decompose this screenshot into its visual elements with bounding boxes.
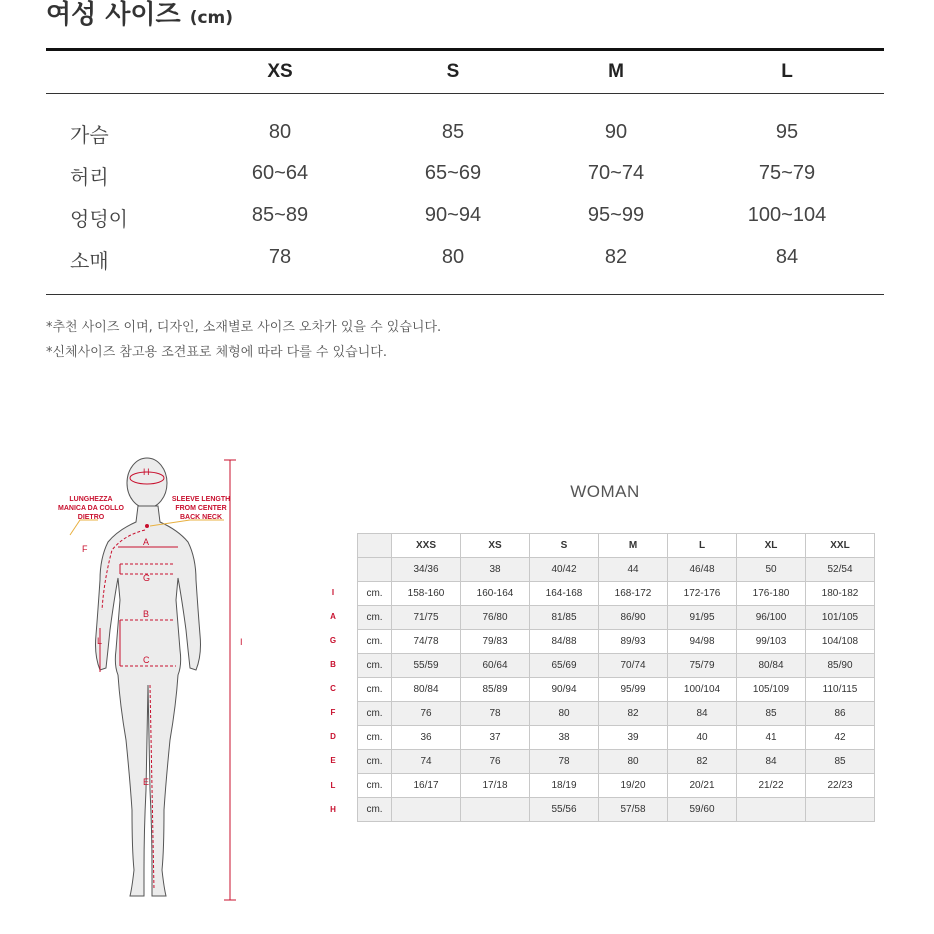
table-unit-cell: cm. (358, 582, 392, 606)
note-body-size: *신체사이즈 참고용 조견표로 체형에 따라 다를 수 있습니다. (46, 345, 387, 360)
size-header-l: L (781, 61, 793, 82)
marker-e: E (143, 777, 150, 787)
table-header-cell: XS (461, 534, 530, 558)
table-row (358, 774, 875, 798)
table-corner (358, 534, 392, 558)
table-cell: 21/22 (737, 774, 806, 798)
marker-a: A (143, 537, 150, 547)
table-cell: 16/17 (392, 774, 461, 798)
table-cell: 19/20 (599, 774, 668, 798)
table-size-row (358, 558, 875, 582)
table-cell: 71/75 (392, 606, 461, 630)
table-cell: 55/56 (530, 798, 599, 822)
table-cell: 57/58 (599, 798, 668, 822)
table-header-cell: XXS (392, 534, 461, 558)
table-row (358, 678, 875, 702)
size-header-m: M (608, 61, 624, 82)
table-cell: 52/54 (806, 558, 875, 582)
table-unit-cell: cm. (358, 774, 392, 798)
table-cell: 80 (599, 750, 668, 774)
table-cell: 172-176 (668, 582, 737, 606)
table-cell: 65/69 (530, 654, 599, 678)
table-cell: 84/88 (530, 630, 599, 654)
table-cell: 90~94 (424, 204, 482, 226)
table-row (358, 702, 875, 726)
marker-h: H (143, 467, 150, 477)
table-cell: 65~69 (424, 162, 482, 184)
table-cell: 37 (461, 726, 530, 750)
top-rule (46, 48, 884, 51)
table-cell: 70~74 (587, 162, 645, 184)
row-letter-a: A (330, 612, 336, 621)
table-cell: 81/85 (530, 606, 599, 630)
table-cell: 44 (599, 558, 668, 582)
row-letter-c: C (330, 684, 336, 693)
marker-l: L (97, 636, 103, 646)
marker-g: G (143, 573, 151, 583)
table-cell: 100/104 (668, 678, 737, 702)
row-label-sleeve: 소매 (70, 249, 109, 273)
table-cell: 104/108 (806, 630, 875, 654)
table-cell: 91/95 (668, 606, 737, 630)
table-cell: 86 (806, 702, 875, 726)
table-cell: 20/21 (668, 774, 737, 798)
table-cell: 75~79 (758, 162, 816, 184)
row-label-hip: 엉덩이 (70, 207, 128, 231)
table-unit-cell: cm. (358, 798, 392, 822)
table-cell: 39 (599, 726, 668, 750)
table-cell: 84 (775, 246, 799, 268)
page-title (46, 0, 233, 31)
table-cell: 80 (530, 702, 599, 726)
table-cell: 85/90 (806, 654, 875, 678)
table-header-cell: L (668, 534, 737, 558)
table-cell: 76/80 (461, 606, 530, 630)
table-cell: 90 (604, 121, 628, 143)
table-cell: 38 (530, 726, 599, 750)
title-unit: (cm) (189, 8, 234, 28)
row-letter-f: F (330, 708, 336, 717)
table-cell (806, 798, 875, 822)
table-cell (737, 798, 806, 822)
table-cell (392, 798, 461, 822)
row-letter-h: H (330, 805, 336, 814)
table-cell: 76 (461, 750, 530, 774)
table-row (358, 750, 875, 774)
table-cell: 176-180 (737, 582, 806, 606)
table-cell: 80/84 (737, 654, 806, 678)
title-main: 여성 사이즈 (46, 0, 181, 30)
table-cell: 89/93 (599, 630, 668, 654)
table-cell: 34/36 (392, 558, 461, 582)
table-cell: 85 (806, 750, 875, 774)
table-cell: 90/94 (530, 678, 599, 702)
table-cell: 99/103 (737, 630, 806, 654)
marker-f: F (82, 544, 88, 554)
table-cell: 59/60 (668, 798, 737, 822)
table-unit-cell: cm. (358, 750, 392, 774)
table-cell: 82 (604, 246, 628, 268)
table-cell: 55/59 (392, 654, 461, 678)
table-cell: 80 (441, 246, 465, 268)
table-cell: 46/48 (668, 558, 737, 582)
table-cell: 82 (599, 702, 668, 726)
table-cell: 80 (268, 121, 292, 143)
table-blank-cell (358, 558, 392, 582)
row-letter-e: E (330, 756, 336, 765)
table-cell: 78 (268, 246, 292, 268)
table-unit-cell: cm. (358, 654, 392, 678)
table-cell: 40 (668, 726, 737, 750)
table-cell: 85/89 (461, 678, 530, 702)
woman-table-title: WOMAN (570, 482, 640, 501)
label-lunghezza-manica: LUNGHEZZA MANICA DA COLLO DIETRO (58, 496, 124, 521)
row-letter-d: D (330, 732, 336, 741)
table-cell: 79/83 (461, 630, 530, 654)
table-cell: 86/90 (599, 606, 668, 630)
body-silhouette-svg (40, 450, 280, 910)
table-cell: 95 (775, 121, 799, 143)
body-measurement-figure (40, 450, 280, 910)
table-unit-cell: cm. (358, 606, 392, 630)
table-cell: 105/109 (737, 678, 806, 702)
table-cell: 22/23 (806, 774, 875, 798)
row-letter-l: L (330, 781, 336, 790)
table-cell: 110/115 (806, 678, 875, 702)
table-cell: 95~99 (587, 204, 645, 226)
table-header-row (358, 534, 875, 558)
table-cell: 85 (737, 702, 806, 726)
table-cell: 70/74 (599, 654, 668, 678)
row-letter-i: I (331, 588, 335, 597)
table-cell: 158-160 (392, 582, 461, 606)
table-cell: 95/99 (599, 678, 668, 702)
table-cell: 85~89 (251, 204, 309, 226)
table-header-cell: XL (737, 534, 806, 558)
table-unit-cell: cm. (358, 678, 392, 702)
table-cell: 76 (392, 702, 461, 726)
table-row (358, 654, 875, 678)
table-header-cell: S (530, 534, 599, 558)
size-header-xs: XS (267, 61, 293, 82)
table-row (358, 582, 875, 606)
row-letter-b: B (330, 660, 336, 669)
table-row (358, 606, 875, 630)
table-cell: 101/105 (806, 606, 875, 630)
header-rule (46, 93, 884, 94)
table-cell: 41 (737, 726, 806, 750)
table-unit-cell: cm. (358, 702, 392, 726)
table-cell: 75/79 (668, 654, 737, 678)
table-cell: 94/98 (668, 630, 737, 654)
row-label-chest: 가슴 (70, 123, 109, 147)
table-cell: 96/100 (737, 606, 806, 630)
table-cell: 80/84 (392, 678, 461, 702)
marker-b: B (143, 609, 150, 619)
table-cell: 160-164 (461, 582, 530, 606)
table-cell: 42 (806, 726, 875, 750)
table-header-cell: M (599, 534, 668, 558)
marker-c: C (143, 655, 150, 665)
table-row (358, 726, 875, 750)
table-cell: 164-168 (530, 582, 599, 606)
table-cell: 84 (737, 750, 806, 774)
table-cell: 78 (461, 702, 530, 726)
table-cell: 74 (392, 750, 461, 774)
table-cell: 168-172 (599, 582, 668, 606)
table-cell: 85 (441, 121, 465, 143)
table-cell (461, 798, 530, 822)
table-unit-cell: cm. (358, 630, 392, 654)
table-cell: 50 (737, 558, 806, 582)
table-cell: 82 (668, 750, 737, 774)
table-row (358, 630, 875, 654)
table-cell: 36 (392, 726, 461, 750)
table-cell: 78 (530, 750, 599, 774)
table-cell: 60/64 (461, 654, 530, 678)
table-cell: 38 (461, 558, 530, 582)
table-cell: 180-182 (806, 582, 875, 606)
table-cell: 74/78 (392, 630, 461, 654)
label-sleeve-length: SLEEVE LENGTH FROM CENTER BACK NECK (171, 496, 231, 521)
woman-size-table (357, 533, 875, 822)
row-label-waist: 허리 (70, 165, 109, 189)
table-cell: 18/19 (530, 774, 599, 798)
bottom-rule (46, 294, 884, 295)
table-cell: 84 (668, 702, 737, 726)
table-cell: 60~64 (251, 162, 309, 184)
table-cell: 100~104 (747, 204, 827, 226)
table-cell: 40/42 (530, 558, 599, 582)
table-unit-cell: cm. (358, 726, 392, 750)
marker-i: I (240, 637, 243, 647)
size-header-s: S (446, 61, 460, 82)
note-recommended-size: *추천 사이즈 이며, 디자인, 소재별로 사이즈 오차가 있을 수 있습니다. (46, 320, 442, 335)
table-header-cell: XXL (806, 534, 875, 558)
table-cell: 17/18 (461, 774, 530, 798)
table-row (358, 798, 875, 822)
row-letter-g: G (329, 636, 337, 645)
